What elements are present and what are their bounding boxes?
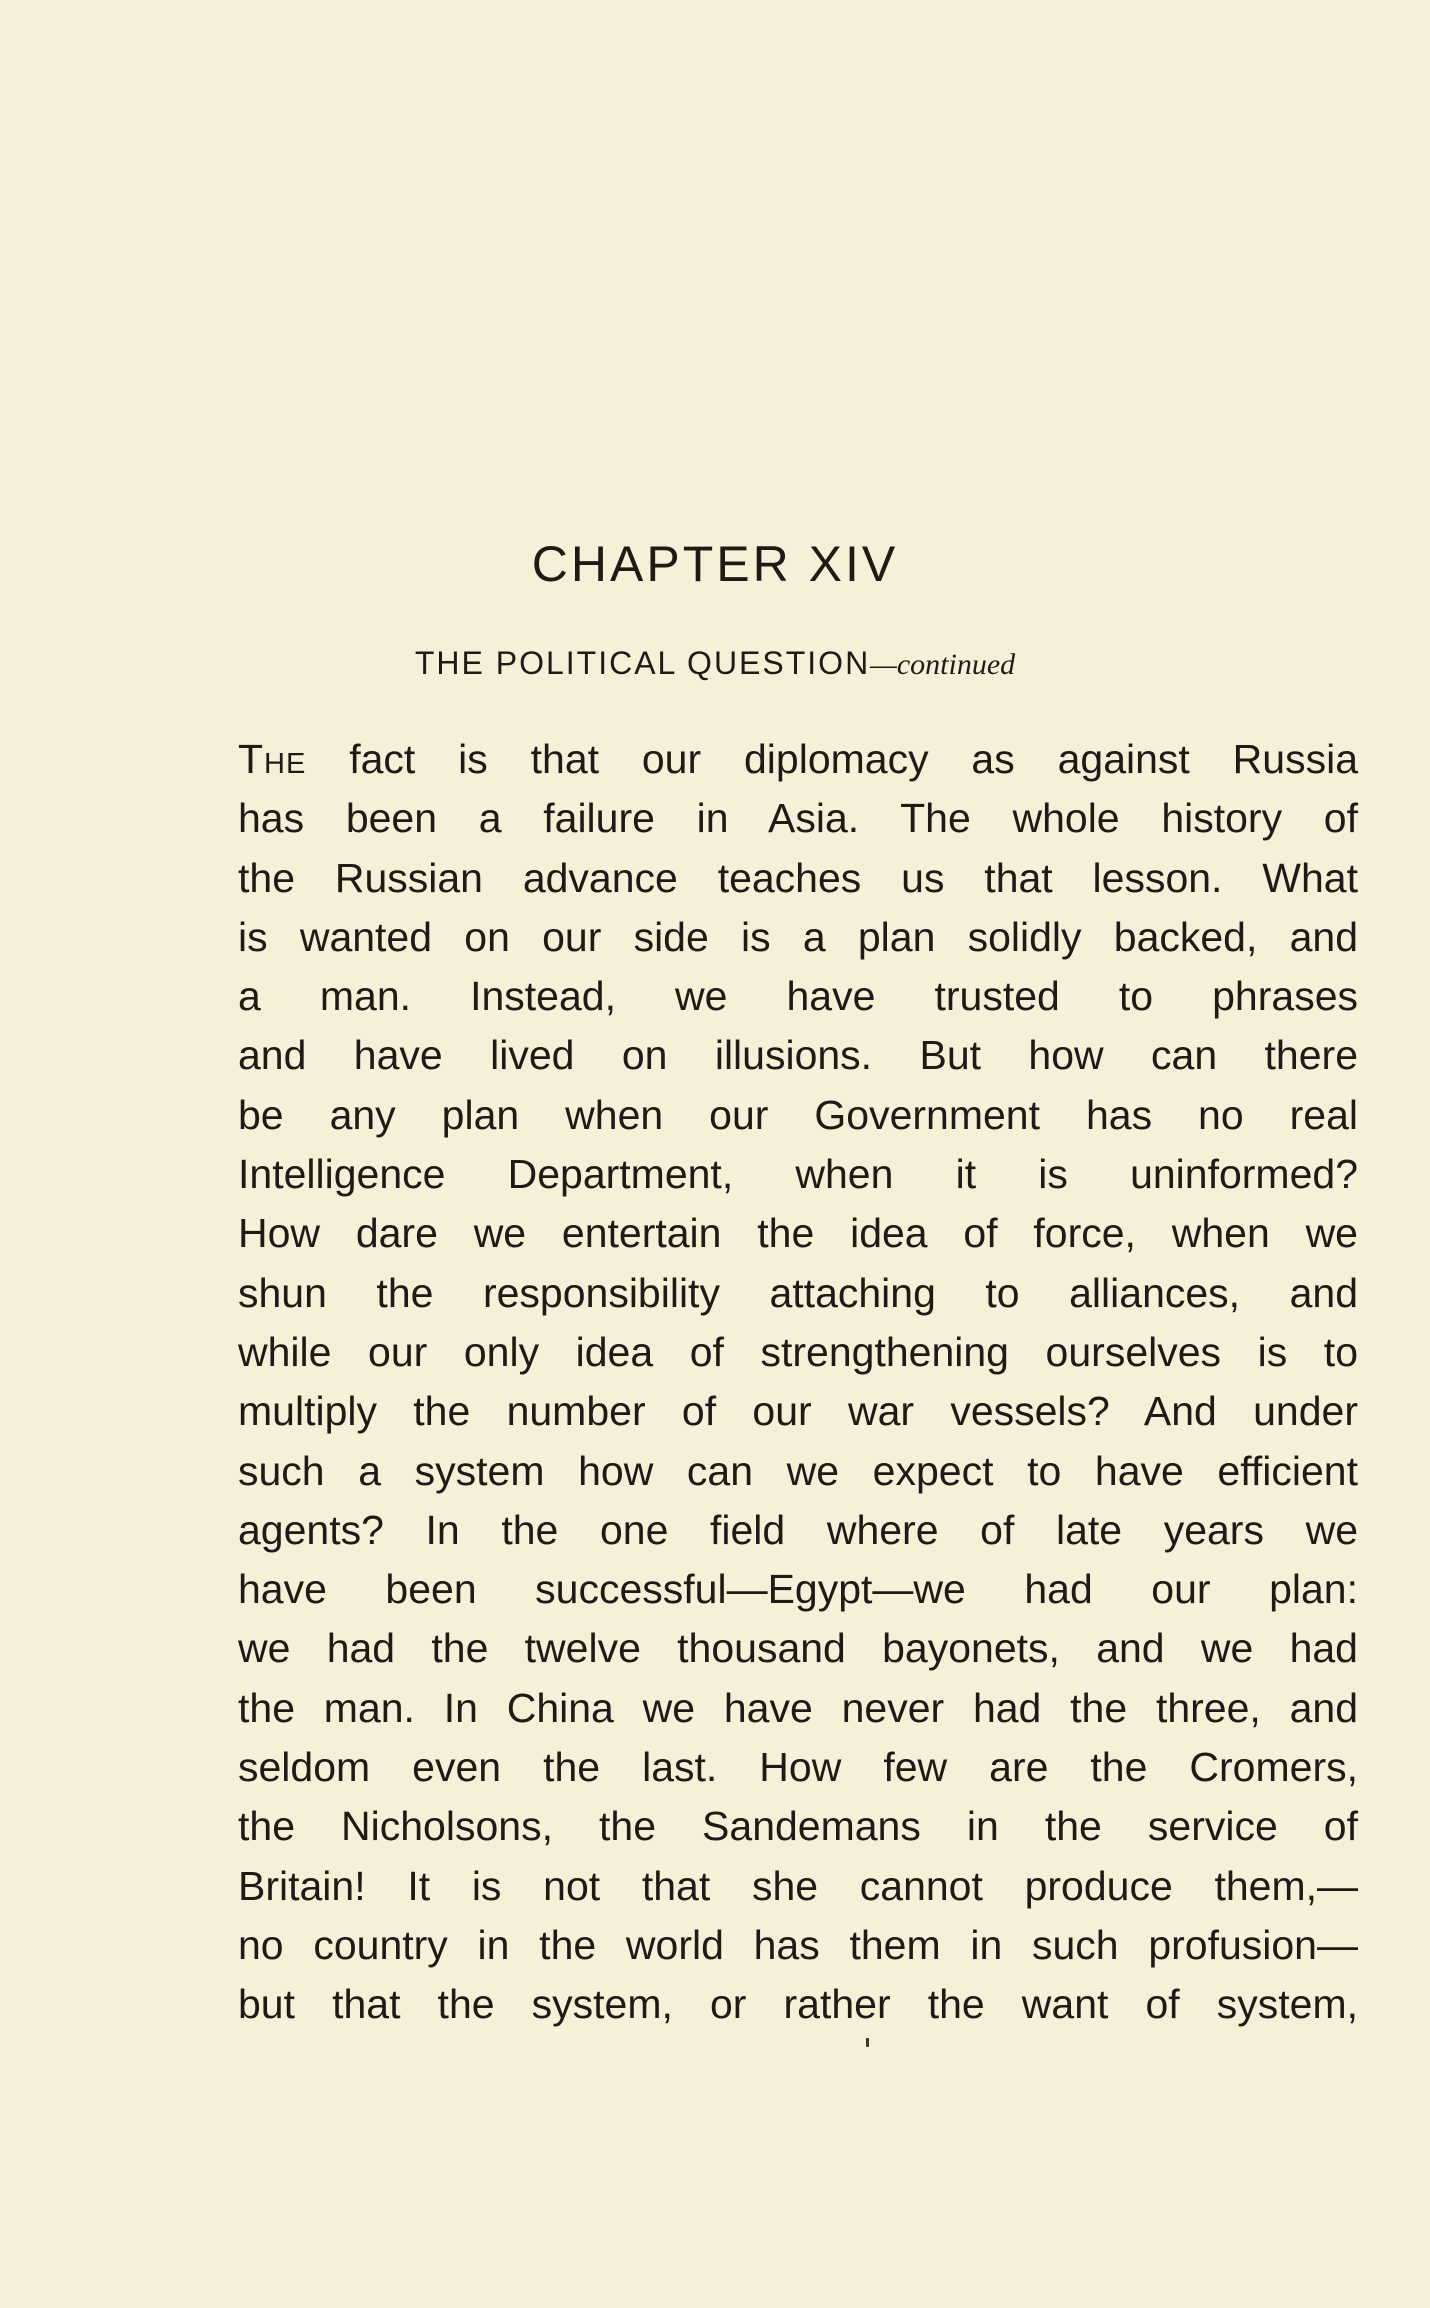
text-line: Britain! It is not that she cannot produce them,— (238, 1862, 1358, 1909)
chapter-subtitle (0, 645, 1430, 682)
lead-word: The (238, 736, 307, 782)
text-line: we had the twelve thousand bayonets, and we had (238, 1625, 1358, 1672)
text-line: shun the responsibility attaching to alliances, and (238, 1269, 1358, 1316)
text-line: have been successful—Egypt—we had our plan: (238, 1566, 1358, 1613)
text-line: be any plan when our Government has no real (238, 1091, 1358, 1138)
text-line: while our only idea of strengthening ourselves is to (238, 1328, 1358, 1375)
chapter-title: CHAPTER XIV (531, 536, 899, 592)
text-line: is wanted on our side is a plan solidly backed, and (238, 913, 1358, 960)
text-line: no country in the world has them in such profusion— (238, 1921, 1358, 1968)
text-line: such a system how can we expect to have efficient (238, 1447, 1358, 1494)
text-line: the Russian advance teaches us that lesson. What (238, 854, 1358, 901)
text-line: agents? In the one field where of late years we (238, 1506, 1358, 1553)
text-line: a man. Instead, we have trusted to phrases (238, 973, 1358, 1020)
text-line: but that the system, or rather the want of system, (238, 1981, 1358, 2028)
continued-label: —continued (870, 648, 1016, 681)
text-line: and have lived on illusions. But how can there (238, 1032, 1358, 1079)
text-line: Intelligence Department, when it is uninformed? (238, 1151, 1358, 1198)
text-line: How dare we entertain the idea of force, when we (238, 1210, 1358, 1257)
chapter-subtitle-text: THE POLITICAL QUESTION (414, 645, 871, 681)
text-line: The fact is that our diplomacy as against Russia (238, 736, 1358, 782)
text-line: the man. In China we have never had the three, and (238, 1684, 1358, 1731)
body-paragraph (238, 730, 1358, 2035)
text-line: has been a failure in Asia. The whole history of (238, 795, 1358, 842)
text-line: the Nicholsons, the Sandemans in the service of (238, 1803, 1358, 1850)
text-line: seldom even the last. How few are the Cromers, (238, 1744, 1358, 1791)
text-line: multiply the number of our war vessels? And under (238, 1388, 1358, 1435)
signature-mark (866, 2038, 869, 2047)
